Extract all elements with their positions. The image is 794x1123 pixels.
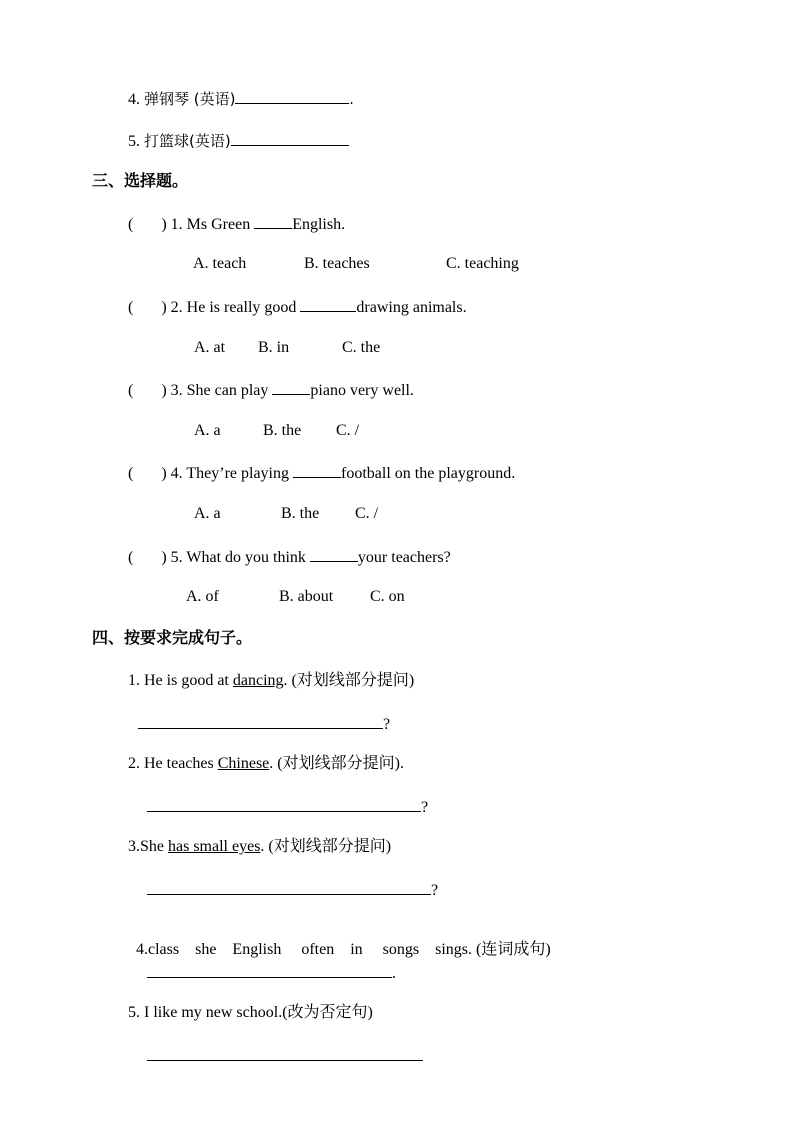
answer-blank[interactable]	[138, 713, 383, 729]
answer-blank	[310, 546, 358, 562]
sentence-text: 3.She	[128, 838, 168, 855]
option-c[interactable]: C. on	[370, 588, 405, 605]
answer-blank[interactable]	[147, 1045, 423, 1061]
question-number: 2.	[170, 299, 183, 316]
answer-line-3	[147, 879, 438, 901]
question-text-before: They’re playing	[186, 465, 289, 482]
question-text-before: He is really good	[186, 299, 297, 316]
answer-line-5	[147, 1045, 423, 1067]
answer-blank[interactable]	[147, 962, 392, 978]
option-b[interactable]: B. teaches	[304, 255, 370, 272]
instruction-text: . (对划线部分提问)	[283, 672, 415, 689]
sentence-text: 4.class she English often in songs sings. (连词成句)	[136, 941, 551, 958]
section-title-choice: 三、选择题。	[92, 171, 189, 190]
section-title-sentences: 四、按要求完成句子。	[92, 628, 253, 647]
question-text-before: She can play	[186, 382, 269, 399]
option-b[interactable]: B. the	[263, 422, 302, 439]
question-number: 1.	[170, 216, 183, 233]
sentence-text: 5. I like my new school.(改为否定句)	[128, 1004, 373, 1021]
question-text-before: Ms Green	[186, 216, 251, 233]
answer-line-2	[147, 796, 428, 818]
answer-blank	[300, 296, 356, 312]
choice-question-2	[128, 296, 467, 318]
sentence-question-1	[128, 671, 414, 691]
choice-question-4	[128, 462, 515, 484]
sentence-text: 2. He teaches	[128, 755, 218, 772]
question-text-before: What do you think	[186, 549, 306, 566]
answer-blank	[272, 379, 310, 395]
sentence-text: 1. He is good at	[128, 672, 233, 689]
answer-paren-close: )	[161, 465, 167, 482]
option-b[interactable]: B. the	[281, 505, 320, 522]
question-number: 4.	[170, 465, 183, 482]
choice-question-3	[128, 379, 414, 401]
question-number: 3.	[170, 382, 183, 399]
question-text-after: your teachers?	[357, 549, 451, 566]
option-a[interactable]: A. teach	[193, 255, 247, 272]
question-text-after: football on the playground.	[341, 465, 516, 482]
option-a[interactable]: A. a	[194, 422, 221, 439]
answer-paren-open[interactable]: (	[128, 216, 134, 233]
instruction-text: . (对划线部分提问).	[269, 755, 404, 772]
answer-paren-close: )	[161, 299, 167, 316]
question-text-after: drawing animals.	[356, 299, 467, 316]
answer-paren-open[interactable]: (	[128, 382, 134, 399]
question-text-after: English.	[292, 216, 346, 233]
option-c[interactable]: C. teaching	[446, 255, 519, 272]
option-c[interactable]: C. the	[342, 339, 381, 356]
question-text: 打篮球(英语)	[144, 132, 231, 150]
answer-paren-close: )	[161, 549, 167, 566]
question-number: 5.	[170, 549, 183, 566]
underlined-text: has small eyes	[168, 838, 261, 855]
answer-blank[interactable]	[231, 130, 349, 146]
answer-line-1	[138, 713, 390, 735]
option-a[interactable]: A. at	[194, 339, 226, 356]
period: .	[392, 965, 396, 982]
answer-paren-open[interactable]: (	[128, 549, 134, 566]
option-a[interactable]: A. of	[186, 588, 219, 605]
sentence-question-2	[128, 754, 404, 774]
sentence-question-3	[128, 837, 391, 857]
answer-paren-open[interactable]: (	[128, 465, 134, 482]
sentence-question-5	[128, 1003, 373, 1023]
answer-paren-close: )	[161, 216, 167, 233]
question-number: 4.	[128, 91, 140, 108]
question-number: 5.	[128, 133, 140, 150]
answer-blank	[254, 213, 292, 229]
answer-paren-close: )	[161, 382, 167, 399]
option-b[interactable]: B. in	[258, 339, 290, 356]
answer-blank[interactable]	[235, 88, 349, 104]
answer-paren-open[interactable]: (	[128, 299, 134, 316]
underlined-text: dancing	[232, 672, 284, 689]
option-a[interactable]: A. a	[194, 505, 221, 522]
question-text-after: piano very well.	[310, 382, 414, 399]
option-b[interactable]: B. about	[279, 588, 334, 605]
question-5-translate	[128, 130, 349, 152]
answer-blank[interactable]	[147, 796, 421, 812]
instruction-text: . (对划线部分提问)	[260, 838, 392, 855]
answer-blank	[293, 462, 341, 478]
option-c[interactable]: C. /	[355, 505, 379, 522]
choice-question-5	[128, 546, 451, 568]
choice-question-1	[128, 213, 345, 235]
question-4-translate	[128, 88, 353, 110]
option-c[interactable]: C. /	[336, 422, 360, 439]
answer-blank[interactable]	[147, 879, 431, 895]
answer-line-4	[147, 962, 396, 984]
question-mark: ?	[421, 799, 429, 816]
sentence-question-4	[128, 920, 551, 960]
question-mark: ?	[383, 716, 391, 733]
period: .	[349, 91, 354, 108]
question-mark: ?	[431, 882, 439, 899]
underlined-text: Chinese	[217, 755, 270, 772]
question-text: 弹钢琴 (英语)	[144, 90, 236, 108]
